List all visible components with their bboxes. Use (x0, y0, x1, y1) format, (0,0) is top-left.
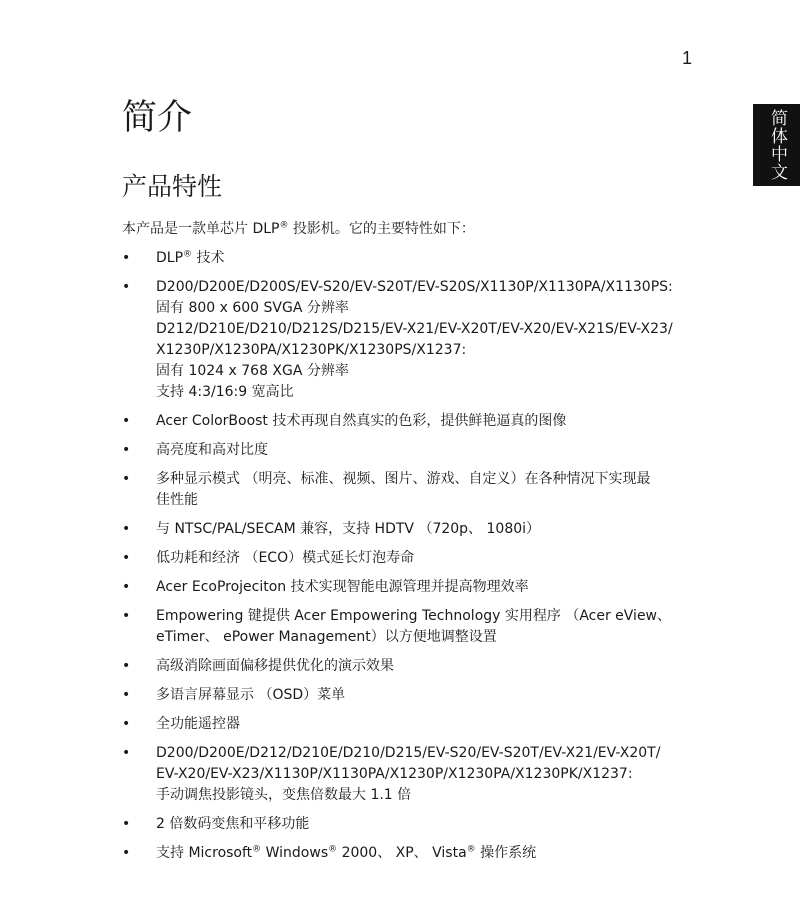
feature-item-digital-zoom (122, 814, 722, 835)
registered-mark: ® (279, 220, 289, 231)
feature-item-keystone (122, 656, 722, 677)
bullet-icon: • (122, 845, 131, 861)
bullet-icon: • (122, 745, 131, 761)
feature-text: 2000、 XP、 Vista (337, 845, 467, 861)
bullet-icon: • (122, 279, 131, 295)
feature-line: EV-X20/EV-X23/X1130P/X1130PA/X1230P/X1230PA/X1230PK/X1237: (156, 766, 633, 782)
bullet-icon: • (122, 579, 131, 595)
feature-line: 2 倍数码变焦和平移功能 (156, 816, 310, 832)
feature-line: Acer ColorBoost 技术再现自然真实的色彩，提供鲜艳逼真的图像 (156, 413, 567, 429)
feature-item-remote (122, 714, 722, 735)
feature-item-dlp (122, 248, 722, 269)
feature-text: 操作系统 (475, 845, 537, 861)
bullet-icon: • (122, 658, 131, 674)
registered-mark: ® (252, 844, 262, 855)
feature-item-osd (122, 685, 722, 706)
feature-line: 全功能遥控器 (156, 716, 240, 732)
bullet-icon: • (122, 716, 131, 732)
feature-item-os-support (122, 843, 722, 864)
feature-list (122, 248, 722, 872)
feature-item-compatibility (122, 519, 722, 540)
feature-line: 手动调焦投影镜头，变焦倍数最大 1.1 倍 (156, 787, 412, 803)
feature-line: 佳性能 (156, 492, 198, 508)
feature-line: X1230P/X1230PA/X1230PK/X1230PS/X1237: (156, 342, 467, 358)
intro-text-before: 本产品是一款单芯片 DLP (122, 221, 280, 237)
bullet-icon: • (122, 687, 131, 703)
feature-item-empowering (122, 606, 722, 648)
feature-line: 固有 1024 x 768 XGA 分辨率 (156, 363, 349, 379)
feature-item-resolution (122, 277, 722, 403)
feature-line: D212/D210E/D210/D212S/D215/EV-X21/EV-X20T/EV-X20/EV-X21S/EV-X23/ (156, 321, 673, 337)
feature-line: 固有 800 x 600 SVGA 分辨率 (156, 300, 349, 316)
feature-text: 技术 (192, 250, 225, 266)
section-title: 产品特性 (122, 172, 223, 201)
registered-mark: ® (328, 844, 338, 855)
registered-mark: ® (183, 249, 193, 260)
feature-line: Empowering 键提供 Acer Empowering Technology 实用程序 （Acer eView、 (156, 608, 672, 624)
feature-text: 支持 Microsoft (156, 845, 253, 861)
bullet-icon: • (122, 608, 131, 624)
bullet-icon: • (122, 521, 131, 537)
feature-line: 多语言屏幕显示 （OSD）菜单 (156, 687, 346, 703)
language-tab (753, 104, 800, 186)
feature-line: D200/D200E/D200S/EV-S20/EV-S20T/EV-S20S/X1130P/X1130PA/X1130PS: (156, 279, 673, 295)
feature-text: Windows (261, 845, 329, 861)
feature-line: 多种显示模式 （明亮、标准、视频、图片、游戏、自定义）在各种情况下实现最 (156, 471, 651, 487)
feature-text: DLP (156, 250, 184, 266)
feature-item-zoom-lens (122, 743, 722, 806)
page-number: 1 (682, 48, 693, 68)
intro-text-after: 投影机。它的主要特性如下： (288, 221, 475, 237)
feature-line: 与 NTSC/PAL/SECAM 兼容，支持 HDTV （720p、 1080i） (156, 521, 541, 537)
feature-line: 低功耗和经济 （ECO）模式延长灯泡寿命 (156, 550, 415, 566)
feature-line: eTimer、 ePower Management）以方便地调整设置 (156, 629, 497, 645)
chapter-title: 简介 (122, 98, 193, 138)
bullet-icon: • (122, 250, 131, 266)
feature-line: 高级消除画面偏移提供优化的演示效果 (156, 658, 394, 674)
feature-item-ecoprojection (122, 577, 722, 598)
bullet-icon: • (122, 442, 131, 458)
bullet-icon: • (122, 816, 131, 832)
bullet-icon: • (122, 471, 131, 487)
intro-paragraph (122, 219, 475, 239)
feature-line: 支持 4:3/16:9 宽高比 (156, 384, 294, 400)
feature-line: D200/D200E/D212/D210E/D210/D215/EV-S20/EV-S20T/EV-X21/EV-X20T/ (156, 745, 661, 761)
bullet-icon: • (122, 550, 131, 566)
feature-line: Acer EcoProjeciton 技术实现智能电源管理并提高物理效率 (156, 579, 529, 595)
language-tab-label: 简体中文 (767, 109, 787, 181)
feature-line: 高亮度和高对比度 (156, 442, 268, 458)
registered-mark: ® (466, 844, 476, 855)
feature-item-display-modes (122, 469, 722, 511)
feature-item-eco-mode (122, 548, 722, 569)
feature-item-colorboost (122, 411, 722, 432)
bullet-icon: • (122, 413, 131, 429)
feature-item-brightness (122, 440, 722, 461)
